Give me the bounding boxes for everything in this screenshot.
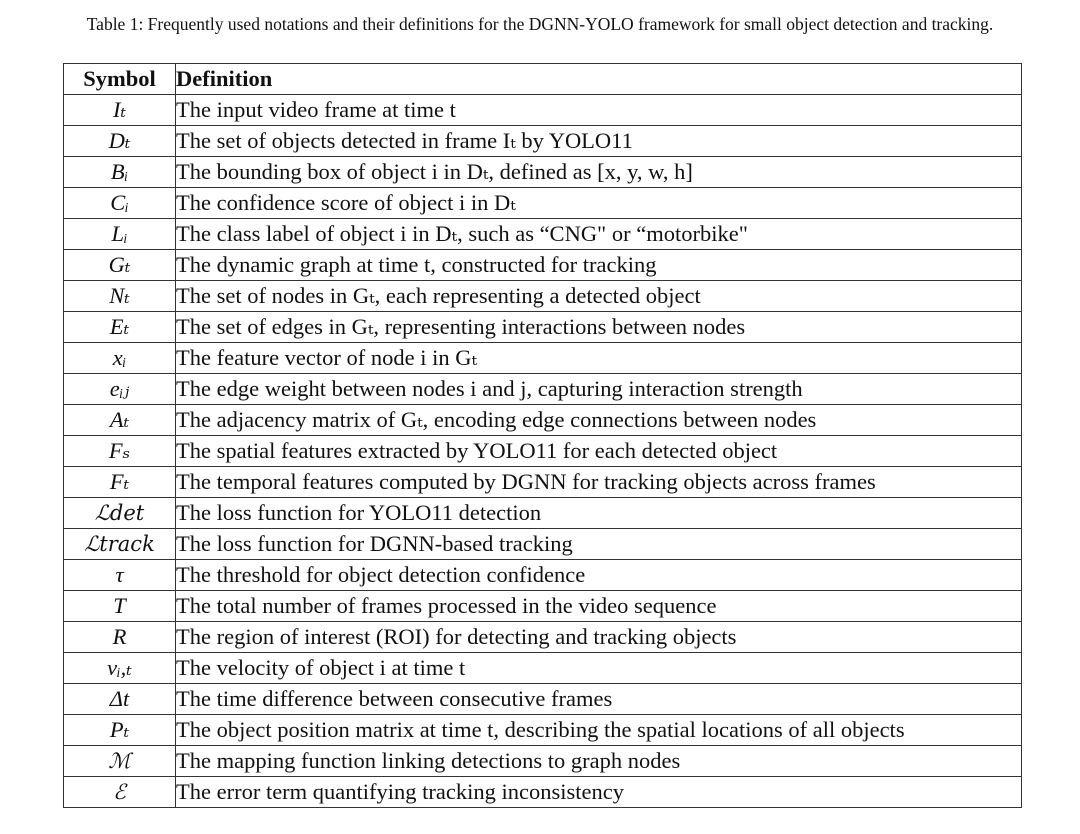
table-row (64, 219, 1022, 250)
symbol-cell: vᵢ,ₜ (64, 653, 176, 684)
definition-cell: The spatial features extracted by YOLO11 for each detected object (176, 436, 1022, 467)
definition-cell: The temporal features computed by DGNN for tracking objects across frames (176, 467, 1022, 498)
table-row (64, 188, 1022, 219)
table-row (64, 684, 1022, 715)
symbol-cell: ℒdet (64, 498, 176, 529)
table-row (64, 591, 1022, 622)
table-row (64, 250, 1022, 281)
definition-cell: The threshold for object detection confidence (176, 560, 1022, 591)
table-row (64, 622, 1022, 653)
symbol-cell: Cᵢ (64, 188, 176, 219)
definition-cell: The object position matrix at time t, describing the spatial locations of all objects (176, 715, 1022, 746)
symbol-cell: T (64, 591, 176, 622)
table-row (64, 653, 1022, 684)
symbol-cell: Iₜ (64, 95, 176, 126)
table-row (64, 529, 1022, 560)
symbol-cell: R (64, 622, 176, 653)
notation-table (63, 63, 1022, 808)
definition-cell: The velocity of object i at time t (176, 653, 1022, 684)
table-row (64, 560, 1022, 591)
symbol-cell: Aₜ (64, 405, 176, 436)
symbol-cell: Δt (64, 684, 176, 715)
definition-cell: The total number of frames processed in the video sequence (176, 591, 1022, 622)
symbol-column-header: Symbol (64, 64, 176, 95)
table-row (64, 95, 1022, 126)
table-row (64, 715, 1022, 746)
table-row (64, 126, 1022, 157)
definition-cell: The loss function for DGNN-based tracking (176, 529, 1022, 560)
table-row (64, 343, 1022, 374)
symbol-cell: Eₜ (64, 312, 176, 343)
symbol-cell: τ (64, 560, 176, 591)
table-row (64, 746, 1022, 777)
table-row (64, 157, 1022, 188)
definition-cell: The dynamic graph at time t, constructed for tracking (176, 250, 1022, 281)
definition-column-header: Definition (176, 64, 1022, 95)
symbol-cell: ℰ (64, 777, 176, 808)
symbol-cell: Fₜ (64, 467, 176, 498)
symbol-cell: Fₛ (64, 436, 176, 467)
definition-cell: The confidence score of object i in Dₜ (176, 188, 1022, 219)
definition-cell: The error term quantifying tracking inconsistency (176, 777, 1022, 808)
definition-cell: The class label of object i in Dₜ, such as “CNG" or “motorbike" (176, 219, 1022, 250)
definition-cell: The bounding box of object i in Dₜ, defined as [x, y, w, h] (176, 157, 1022, 188)
definition-cell: The feature vector of node i in Gₜ (176, 343, 1022, 374)
table-row (64, 281, 1022, 312)
symbol-cell: Dₜ (64, 126, 176, 157)
definition-cell: The mapping function linking detections to graph nodes (176, 746, 1022, 777)
definition-cell: The region of interest (ROI) for detecting and tracking objects (176, 622, 1022, 653)
definition-cell: The set of nodes in Gₜ, each representing a detected object (176, 281, 1022, 312)
symbol-cell: Pₜ (64, 715, 176, 746)
definition-cell: The time difference between consecutive frames (176, 684, 1022, 715)
table-header-row (64, 64, 1022, 95)
definition-cell: The set of objects detected in frame Iₜ by YOLO11 (176, 126, 1022, 157)
symbol-cell: xᵢ (64, 343, 176, 374)
symbol-cell: ℒtrack (64, 529, 176, 560)
symbol-cell: ℳ (64, 746, 176, 777)
table-row (64, 405, 1022, 436)
definition-cell: The edge weight between nodes i and j, capturing interaction strength (176, 374, 1022, 405)
symbol-cell: Gₜ (64, 250, 176, 281)
definition-cell: The adjacency matrix of Gₜ, encoding edge connections between nodes (176, 405, 1022, 436)
symbol-cell: eᵢⱼ (64, 374, 176, 405)
table-row (64, 498, 1022, 529)
definition-cell: The input video frame at time t (176, 95, 1022, 126)
table-row (64, 312, 1022, 343)
symbol-cell: Nₜ (64, 281, 176, 312)
definition-cell: The set of edges in Gₜ, representing interactions between nodes (176, 312, 1022, 343)
symbol-cell: Bᵢ (64, 157, 176, 188)
table-row (64, 777, 1022, 808)
symbol-cell: Lᵢ (64, 219, 176, 250)
table-row (64, 436, 1022, 467)
definition-cell: The loss function for YOLO11 detection (176, 498, 1022, 529)
table-row (64, 467, 1022, 498)
table-row (64, 374, 1022, 405)
table-caption: Table 1: Frequently used notations and their definitions for the DGNN-YOLO framework for small object detection and tracking. (86, 14, 994, 34)
